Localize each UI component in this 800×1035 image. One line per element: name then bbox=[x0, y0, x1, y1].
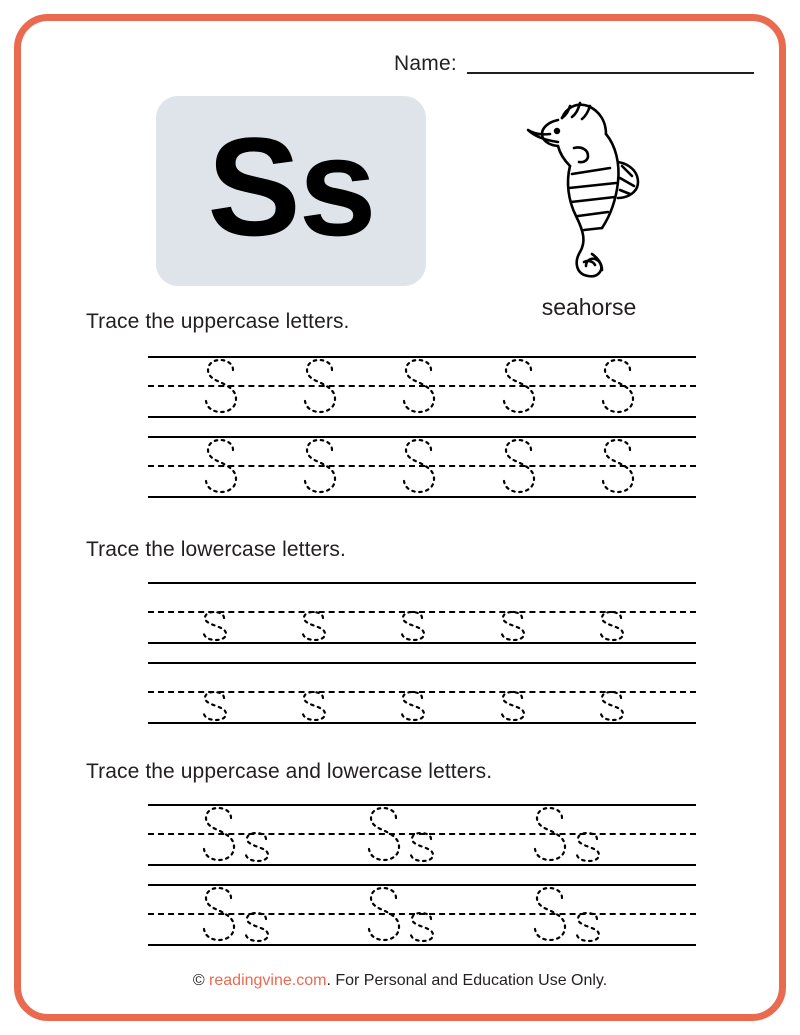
trace-glyph-mixed[interactable] bbox=[531, 884, 696, 944]
tracing-row[interactable] bbox=[148, 804, 696, 866]
trace-glyph-lowercase[interactable] bbox=[200, 690, 299, 722]
trace-glyph-uppercase[interactable] bbox=[498, 436, 597, 496]
trace-glyph-uppercase[interactable] bbox=[299, 436, 398, 496]
trace-glyph-lowercase[interactable] bbox=[398, 690, 497, 722]
trace-glyph-lowercase[interactable] bbox=[299, 690, 398, 722]
tracing-row[interactable] bbox=[148, 884, 696, 946]
tracing-group-lowercase bbox=[148, 582, 696, 724]
section-title-uppercase: Trace the uppercase letters. bbox=[86, 310, 350, 333]
trace-glyph-uppercase[interactable] bbox=[299, 356, 398, 416]
glyph-row bbox=[148, 804, 696, 866]
trace-glyph-lowercase[interactable] bbox=[398, 610, 497, 642]
trace-glyph-lowercase[interactable] bbox=[597, 610, 696, 642]
tracing-group-uppercase bbox=[148, 356, 696, 498]
trace-glyph-mixed[interactable] bbox=[365, 884, 530, 944]
trace-glyph-mixed[interactable] bbox=[200, 884, 365, 944]
picture-block bbox=[474, 90, 704, 321]
tracing-row[interactable] bbox=[148, 662, 696, 724]
trace-glyph-mixed[interactable] bbox=[365, 804, 530, 864]
trace-glyph-uppercase[interactable] bbox=[398, 436, 497, 496]
section-title-lowercase: Trace the lowercase letters. bbox=[86, 538, 346, 561]
footer-copyright: © bbox=[192, 972, 210, 989]
trace-glyph-uppercase[interactable] bbox=[498, 356, 597, 416]
glyph-row bbox=[148, 662, 696, 724]
trace-glyph-uppercase[interactable] bbox=[398, 356, 497, 416]
section-title-mixed: Trace the uppercase and lowercase letters. bbox=[86, 760, 493, 783]
picture-word: seahorse bbox=[541, 294, 637, 320]
tracing-row[interactable] bbox=[148, 436, 696, 498]
trace-glyph-mixed[interactable] bbox=[200, 804, 365, 864]
name-write-line[interactable] bbox=[467, 72, 754, 74]
trace-glyph-lowercase[interactable] bbox=[498, 610, 597, 642]
tracing-row[interactable] bbox=[148, 582, 696, 644]
worksheet-content bbox=[44, 34, 756, 1001]
trace-glyph-lowercase[interactable] bbox=[597, 690, 696, 722]
tracing-group-mixed bbox=[148, 804, 696, 946]
glyph-row bbox=[148, 884, 696, 946]
name-label: Name: bbox=[394, 52, 457, 75]
glyph-row bbox=[148, 356, 696, 418]
letter-card-label: Ss bbox=[207, 108, 375, 265]
trace-glyph-mixed[interactable] bbox=[531, 804, 696, 864]
trace-glyph-lowercase[interactable] bbox=[200, 610, 299, 642]
trace-glyph-lowercase[interactable] bbox=[299, 610, 398, 642]
glyph-row bbox=[148, 436, 696, 498]
trace-glyph-uppercase[interactable] bbox=[597, 356, 696, 416]
seahorse-icon bbox=[474, 90, 704, 290]
footer bbox=[44, 972, 756, 990]
trace-glyph-lowercase[interactable] bbox=[498, 690, 597, 722]
trace-glyph-uppercase[interactable] bbox=[200, 356, 299, 416]
glyph-row bbox=[148, 582, 696, 644]
footer-usage-note: . For Personal and Education Use Only. bbox=[326, 972, 608, 989]
tracing-row[interactable] bbox=[148, 356, 696, 418]
trace-glyph-uppercase[interactable] bbox=[597, 436, 696, 496]
footer-brand-link[interactable]: readingvine.com bbox=[209, 972, 327, 989]
letter-card bbox=[156, 96, 426, 286]
trace-glyph-uppercase[interactable] bbox=[200, 436, 299, 496]
name-field[interactable] bbox=[394, 52, 754, 77]
